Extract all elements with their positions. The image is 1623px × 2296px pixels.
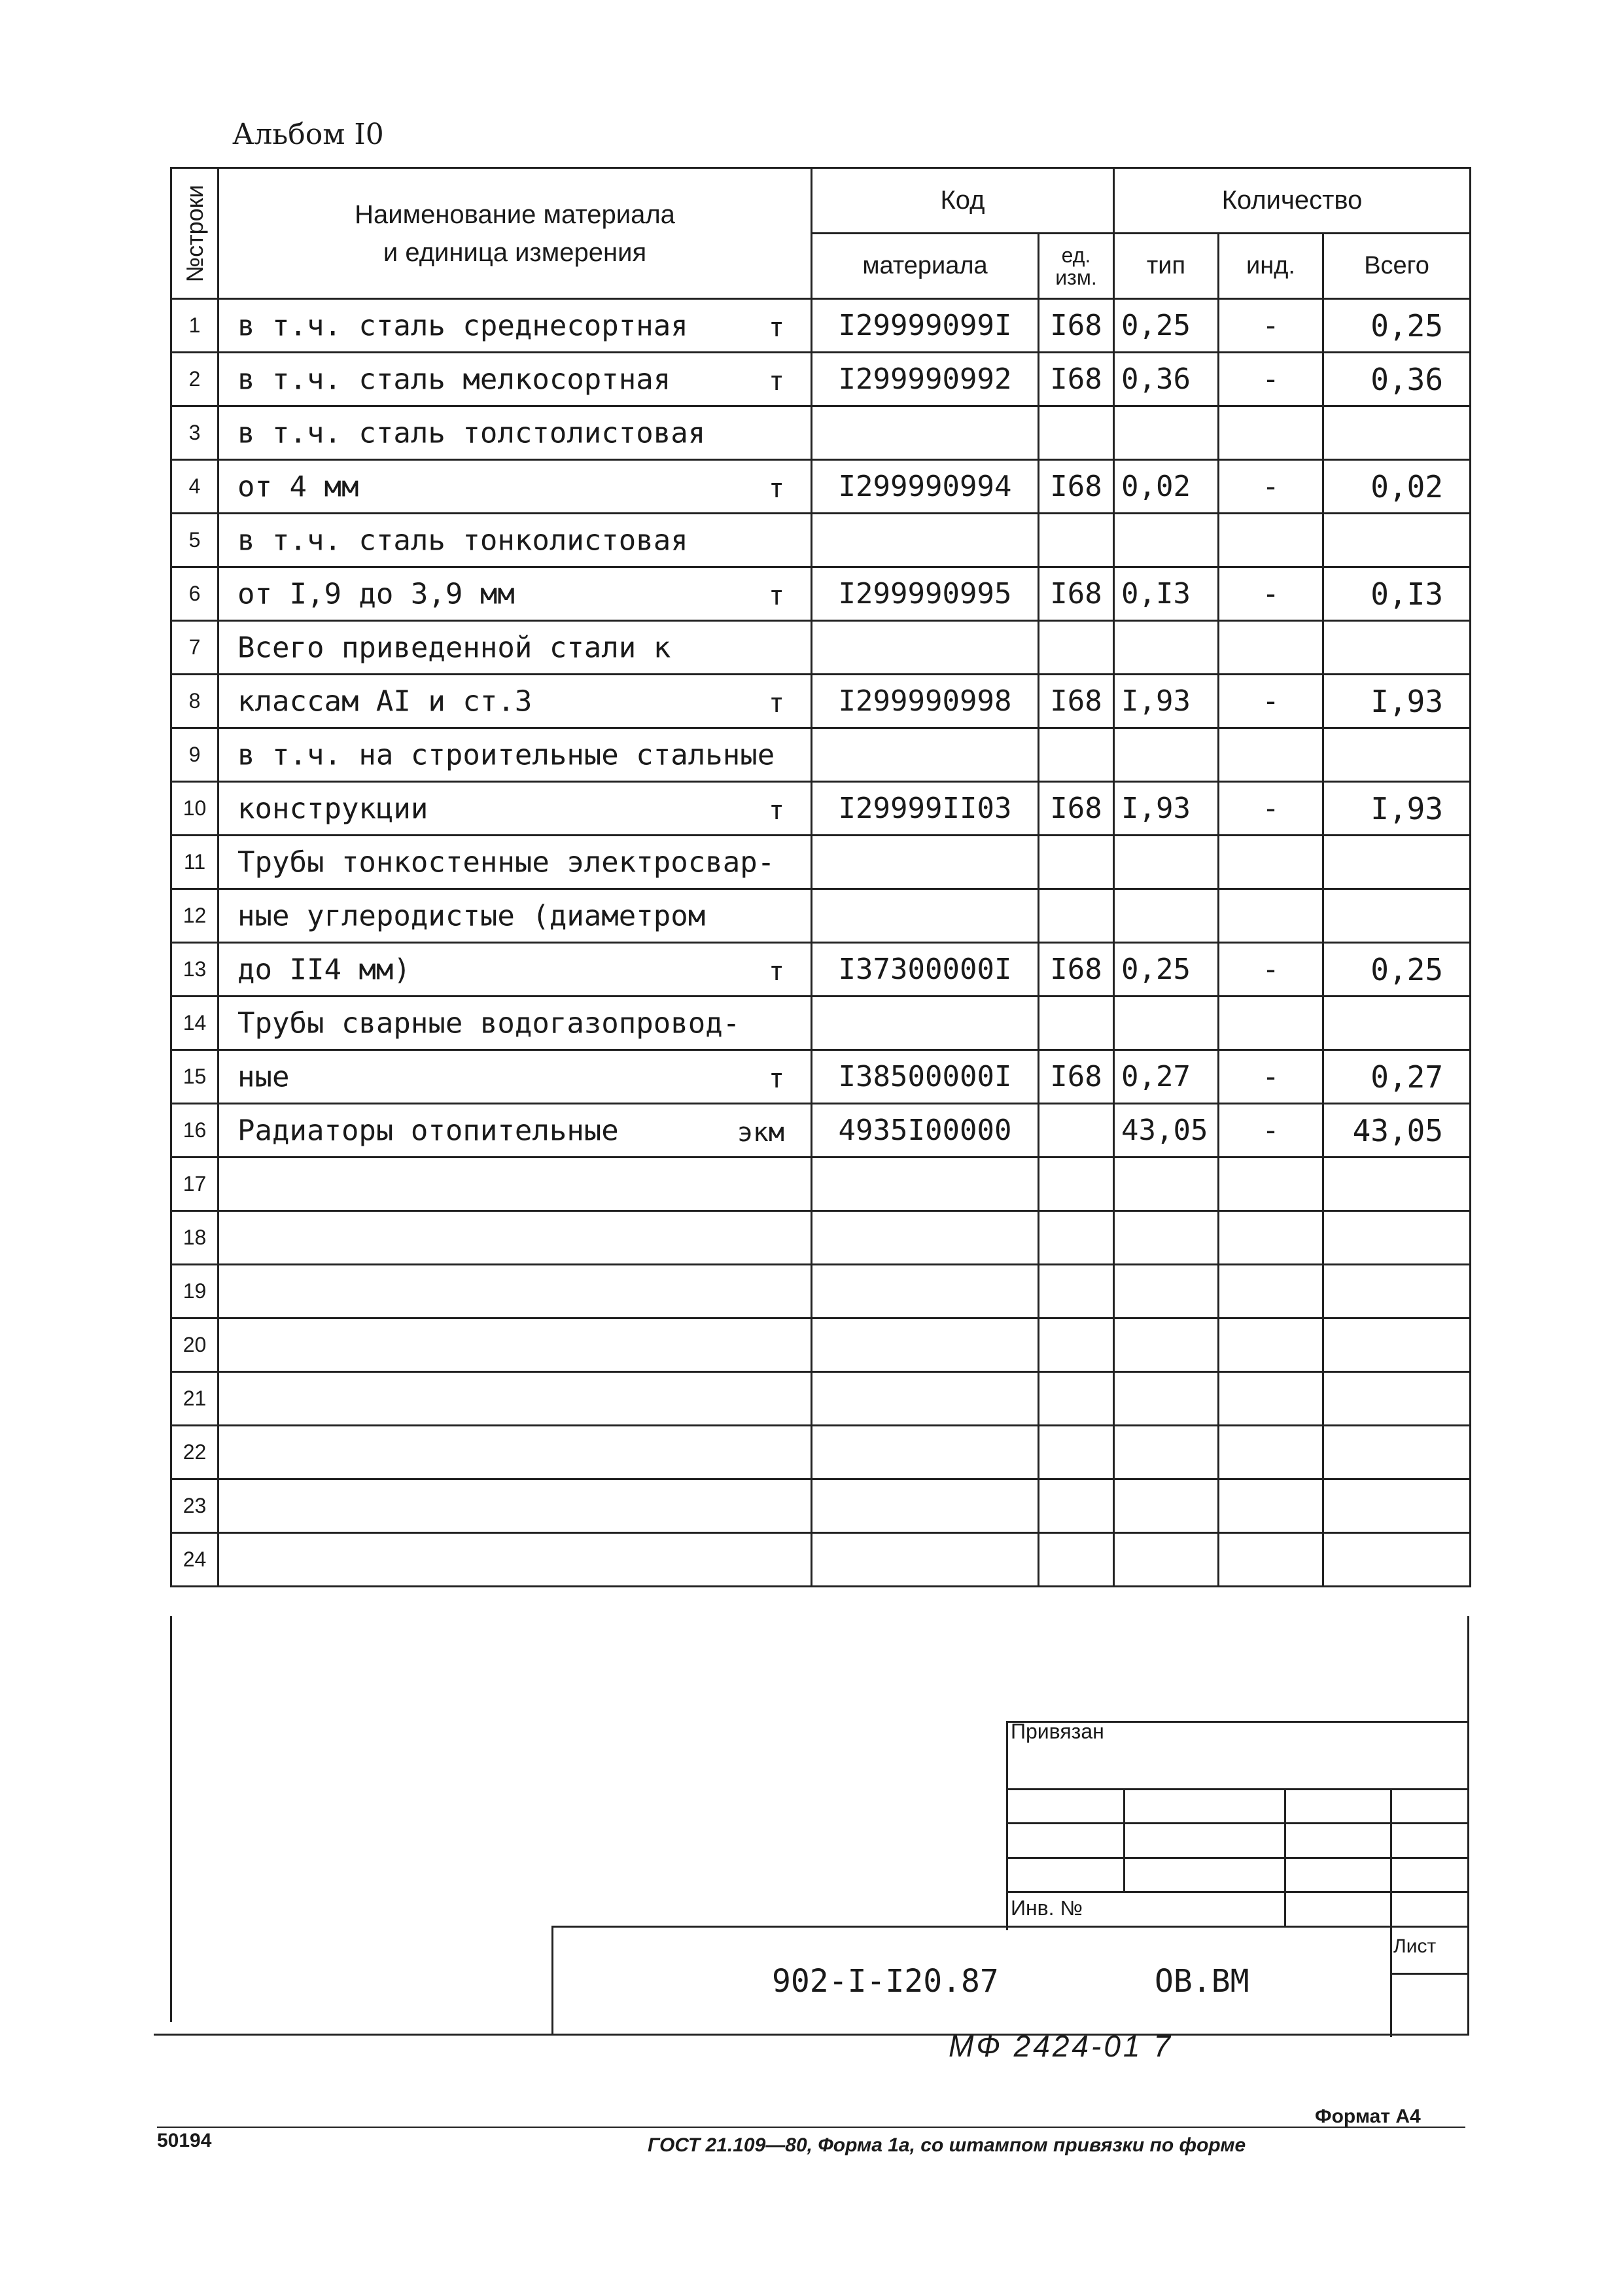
table-row xyxy=(171,567,1471,621)
individual-quantity-cell xyxy=(1219,621,1323,675)
type-quantity-cell: 0,25 xyxy=(1114,943,1219,997)
total-quantity-header: Всего xyxy=(1323,234,1471,299)
title-block-left xyxy=(551,1926,553,2035)
stamp-col-1 xyxy=(1123,1788,1125,1891)
row-number-cell: 13 xyxy=(171,943,218,997)
row-number-cell: 17 xyxy=(171,1157,218,1211)
unit-code-cell: I68 xyxy=(1039,299,1114,353)
row-number-cell: 11 xyxy=(171,836,218,889)
type-quantity-cell: I,93 xyxy=(1114,782,1219,836)
individual-quantity-cell xyxy=(1219,1211,1323,1265)
material-code-cell xyxy=(812,1533,1039,1587)
material-name-text: в т.ч. сталь мелкосортная xyxy=(237,362,671,396)
footer-rule xyxy=(157,2127,1465,2128)
material-name-text: до II4 мм) xyxy=(237,953,411,986)
row-number-cell: 3 xyxy=(171,406,218,460)
total-quantity-cell xyxy=(1323,1318,1471,1372)
material-code-cell xyxy=(812,1211,1039,1265)
material-code-cell xyxy=(812,1426,1039,1479)
material-name-text: в т.ч. сталь тонколистовая xyxy=(237,523,688,557)
material-code-cell xyxy=(812,1479,1039,1533)
individual-quantity-cell: - xyxy=(1219,1104,1323,1157)
total-quantity-cell xyxy=(1323,1426,1471,1479)
individual-quantity-cell xyxy=(1219,1157,1323,1211)
material-code-cell: I299990995 xyxy=(812,567,1039,621)
type-quantity-header: тип xyxy=(1114,234,1219,299)
table-row xyxy=(171,1426,1471,1479)
table-row xyxy=(171,889,1471,943)
table-row xyxy=(171,1104,1471,1157)
table-row xyxy=(171,1265,1471,1318)
individual-quantity-cell: - xyxy=(1219,675,1323,728)
material-name-text: Всего приведенной стали к xyxy=(237,631,671,664)
material-name-cell xyxy=(218,1426,812,1479)
material-code-cell: 4935I00000 xyxy=(812,1104,1039,1157)
individual-quantity-cell xyxy=(1219,1372,1323,1426)
material-name-text: в т.ч. сталь толстолистовая xyxy=(237,416,706,450)
type-quantity-cell xyxy=(1114,1265,1219,1318)
total-quantity-cell xyxy=(1323,1533,1471,1587)
table-row xyxy=(171,1318,1471,1372)
type-quantity-cell: 0,36 xyxy=(1114,353,1219,406)
material-code-cell: I29999099I xyxy=(812,299,1039,353)
table-row xyxy=(171,621,1471,675)
unit-code-cell xyxy=(1039,1104,1114,1157)
type-quantity-cell xyxy=(1114,621,1219,675)
code-group-header: Код xyxy=(812,168,1114,234)
table-row xyxy=(171,406,1471,460)
unit-text: т xyxy=(768,581,784,612)
row-number-cell: 16 xyxy=(171,1104,218,1157)
material-name-text: в т.ч. сталь среднесортная xyxy=(237,309,688,342)
individual-quantity-cell xyxy=(1219,1265,1323,1318)
type-quantity-cell xyxy=(1114,997,1219,1050)
material-name-cell xyxy=(218,782,812,836)
individual-quantity-cell: - xyxy=(1219,782,1323,836)
type-quantity-cell xyxy=(1114,1372,1219,1426)
material-code-cell: I299990992 xyxy=(812,353,1039,406)
unit-code-cell xyxy=(1039,1265,1114,1318)
unit-code-cell xyxy=(1039,997,1114,1050)
table-row xyxy=(171,943,1471,997)
unit-text: т xyxy=(768,474,784,504)
row-number-cell: 24 xyxy=(171,1533,218,1587)
table-row xyxy=(171,353,1471,406)
material-name-text: классам AI и ст.3 xyxy=(237,684,532,718)
material-name-text: ные xyxy=(237,1060,290,1093)
total-quantity-cell xyxy=(1323,406,1471,460)
unit-code-cell: I68 xyxy=(1039,782,1114,836)
table-row xyxy=(171,460,1471,514)
material-name-text: от I,9 до 3,9 мм xyxy=(237,577,515,610)
unit-code-cell xyxy=(1039,1372,1114,1426)
material-name-text: Радиаторы отопительные xyxy=(237,1114,619,1147)
material-name-cell xyxy=(218,1372,812,1426)
inventory-label: Инв. № xyxy=(1011,1896,1083,1920)
handwritten-note: МФ 2424-01 7 xyxy=(949,2029,1173,2063)
unit-code-cell xyxy=(1039,728,1114,782)
material-name-header-line2: и единица измерения xyxy=(383,238,647,267)
table-row xyxy=(171,782,1471,836)
table-row xyxy=(171,1533,1471,1587)
row-number-cell: 19 xyxy=(171,1265,218,1318)
document-mark: ОВ.ВМ xyxy=(1155,1963,1249,2000)
unit-code-cell xyxy=(1039,514,1114,567)
material-name-text: Трубы тонкостенные электросвар- xyxy=(237,845,775,879)
stamp-row-3 xyxy=(1006,1857,1469,1859)
row-number-cell: 22 xyxy=(171,1426,218,1479)
material-name-text: в т.ч. на строительные стальные xyxy=(237,738,775,771)
unit-code-cell: I68 xyxy=(1039,675,1114,728)
type-quantity-cell xyxy=(1114,889,1219,943)
total-quantity-cell xyxy=(1323,836,1471,889)
material-name-cell xyxy=(218,1479,812,1533)
unit-code-cell: I68 xyxy=(1039,1050,1114,1104)
total-quantity-cell xyxy=(1323,728,1471,782)
material-code-cell: I38500000I xyxy=(812,1050,1039,1104)
stamp-col-2 xyxy=(1284,1788,1286,1926)
quantity-group-header: Количество xyxy=(1114,168,1471,234)
material-code-cell xyxy=(812,514,1039,567)
row-number-cell: 7 xyxy=(171,621,218,675)
title-block-bottom xyxy=(154,2034,1469,2036)
unit-code-cell xyxy=(1039,1533,1114,1587)
material-name-cell xyxy=(218,943,812,997)
unit-code-cell: I68 xyxy=(1039,567,1114,621)
material-name-cell xyxy=(218,889,812,943)
individual-quantity-cell xyxy=(1219,1533,1323,1587)
row-number-cell: 2 xyxy=(171,353,218,406)
individual-quantity-cell xyxy=(1219,406,1323,460)
row-number-cell: 8 xyxy=(171,675,218,728)
individual-quantity-cell xyxy=(1219,728,1323,782)
material-name-cell xyxy=(218,621,812,675)
material-name-cell xyxy=(218,728,812,782)
total-quantity-cell xyxy=(1323,1479,1471,1533)
material-name-cell xyxy=(218,567,812,621)
material-name-text: Трубы сварные водогазопровод- xyxy=(237,1006,741,1040)
unit-code-cell xyxy=(1039,1157,1114,1211)
type-quantity-cell: 0,I3 xyxy=(1114,567,1219,621)
unit-text: т xyxy=(768,957,784,987)
individual-quantity-cell xyxy=(1219,997,1323,1050)
unit-code-cell xyxy=(1039,1318,1114,1372)
type-quantity-cell xyxy=(1114,1533,1219,1587)
total-quantity-cell: 0,36 xyxy=(1323,353,1471,406)
individual-quantity-header: инд. xyxy=(1219,234,1323,299)
material-code-cell: I299990994 xyxy=(812,460,1039,514)
material-code-cell xyxy=(812,621,1039,675)
row-number-cell: 12 xyxy=(171,889,218,943)
total-quantity-cell: 0,02 xyxy=(1323,460,1471,514)
material-code-cell xyxy=(812,728,1039,782)
table-row xyxy=(171,836,1471,889)
row-number-header: №строки xyxy=(171,168,218,299)
material-code-header: материала xyxy=(812,234,1039,299)
row-number-cell: 20 xyxy=(171,1318,218,1372)
unit-code-header: ед. изм. xyxy=(1039,234,1114,299)
material-name-header xyxy=(218,168,812,299)
table-row xyxy=(171,1479,1471,1533)
bottom-frame-left xyxy=(170,1616,172,2022)
gost-label: ГОСТ 21.109—80, Форма 1а, со штампом привязки по форме xyxy=(648,2134,1246,2156)
stamp-row-2 xyxy=(1006,1822,1469,1824)
row-number-cell: 10 xyxy=(171,782,218,836)
unit-text: т xyxy=(768,688,784,719)
total-quantity-cell xyxy=(1323,1265,1471,1318)
type-quantity-cell: 0,27 xyxy=(1114,1050,1219,1104)
materials-table xyxy=(170,167,1471,1587)
material-name-cell xyxy=(218,1265,812,1318)
material-name-text: ные углеродистые (диаметром xyxy=(237,899,706,932)
table-row xyxy=(171,675,1471,728)
format-label: Формат А4 xyxy=(1315,2106,1421,2127)
individual-quantity-cell: - xyxy=(1219,460,1323,514)
row-number-cell: 18 xyxy=(171,1211,218,1265)
material-name-cell xyxy=(218,1211,812,1265)
total-quantity-cell xyxy=(1323,514,1471,567)
unit-text: т xyxy=(768,796,784,826)
individual-quantity-cell: - xyxy=(1219,567,1323,621)
total-quantity-cell: 0,I3 xyxy=(1323,567,1471,621)
material-code-cell xyxy=(812,997,1039,1050)
total-quantity-cell: I,93 xyxy=(1323,675,1471,728)
material-name-cell xyxy=(218,1318,812,1372)
individual-quantity-cell xyxy=(1219,836,1323,889)
material-name-cell xyxy=(218,460,812,514)
material-name-cell xyxy=(218,997,812,1050)
table-row xyxy=(171,299,1471,353)
table-row xyxy=(171,1157,1471,1211)
individual-quantity-cell: - xyxy=(1219,299,1323,353)
material-name-cell xyxy=(218,675,812,728)
material-name-cell xyxy=(218,1157,812,1211)
type-quantity-cell xyxy=(1114,1426,1219,1479)
total-quantity-cell: I,93 xyxy=(1323,782,1471,836)
type-quantity-cell xyxy=(1114,406,1219,460)
material-name-cell xyxy=(218,406,812,460)
unit-code-cell xyxy=(1039,406,1114,460)
table-row xyxy=(171,514,1471,567)
type-quantity-cell: 0,25 xyxy=(1114,299,1219,353)
row-number-cell: 1 xyxy=(171,299,218,353)
individual-quantity-cell xyxy=(1219,1479,1323,1533)
unit-code-cell: I68 xyxy=(1039,353,1114,406)
total-quantity-cell: 0,27 xyxy=(1323,1050,1471,1104)
bottom-frame-right xyxy=(1467,1616,1469,2035)
unit-text: т xyxy=(768,313,784,344)
unit-code-cell xyxy=(1039,621,1114,675)
unit-text: экм xyxy=(737,1118,784,1148)
total-quantity-cell xyxy=(1323,997,1471,1050)
total-quantity-cell xyxy=(1323,1157,1471,1211)
table-row xyxy=(171,1372,1471,1426)
row-number-cell: 14 xyxy=(171,997,218,1050)
table-row xyxy=(171,1050,1471,1104)
stamp-col-3 xyxy=(1390,1788,1392,2037)
material-code-cell xyxy=(812,1265,1039,1318)
row-number-cell: 15 xyxy=(171,1050,218,1104)
total-quantity-cell: 0,25 xyxy=(1323,943,1471,997)
row-number-cell: 21 xyxy=(171,1372,218,1426)
table-row xyxy=(171,728,1471,782)
type-quantity-cell xyxy=(1114,1318,1219,1372)
sheet-label: Лист xyxy=(1393,1935,1437,1957)
unit-code-cell xyxy=(1039,1426,1114,1479)
individual-quantity-cell xyxy=(1219,514,1323,567)
material-code-cell xyxy=(812,889,1039,943)
material-code-cell xyxy=(812,836,1039,889)
row-number-cell: 9 xyxy=(171,728,218,782)
total-quantity-cell xyxy=(1323,1372,1471,1426)
unit-text: т xyxy=(768,366,784,397)
type-quantity-cell xyxy=(1114,1157,1219,1211)
type-quantity-cell xyxy=(1114,1211,1219,1265)
type-quantity-cell xyxy=(1114,514,1219,567)
material-name-cell xyxy=(218,299,812,353)
type-quantity-cell: 43,05 xyxy=(1114,1104,1219,1157)
document-number: 50194 xyxy=(157,2130,212,2151)
unit-code-cell xyxy=(1039,836,1114,889)
row-number-cell: 6 xyxy=(171,567,218,621)
stamp-outer-left xyxy=(1006,1721,1008,1930)
individual-quantity-cell: - xyxy=(1219,1050,1323,1104)
album-label: Альбом I0 xyxy=(232,118,384,151)
material-name-cell xyxy=(218,1533,812,1587)
row-number-cell: 23 xyxy=(171,1479,218,1533)
binding-label: Привязан xyxy=(1011,1720,1104,1743)
type-quantity-cell xyxy=(1114,1479,1219,1533)
individual-quantity-cell: - xyxy=(1219,353,1323,406)
material-name-header-line1: Наименование материала xyxy=(355,200,675,229)
row-number-cell: 5 xyxy=(171,514,218,567)
type-quantity-cell xyxy=(1114,836,1219,889)
material-code-cell xyxy=(812,1157,1039,1211)
material-name-cell xyxy=(218,836,812,889)
unit-code-cell: I68 xyxy=(1039,460,1114,514)
material-name-cell xyxy=(218,353,812,406)
row-number-cell: 4 xyxy=(171,460,218,514)
material-code-cell xyxy=(812,1372,1039,1426)
individual-quantity-cell: - xyxy=(1219,943,1323,997)
individual-quantity-cell xyxy=(1219,889,1323,943)
total-quantity-cell: 0,25 xyxy=(1323,299,1471,353)
material-name-text: конструкции xyxy=(237,792,428,825)
material-code-cell xyxy=(812,1318,1039,1372)
unit-text: т xyxy=(768,1064,784,1095)
total-quantity-cell xyxy=(1323,889,1471,943)
material-code-cell: I29999II03 xyxy=(812,782,1039,836)
material-name-cell xyxy=(218,1050,812,1104)
material-name-cell xyxy=(218,1104,812,1157)
material-code-cell: I299990998 xyxy=(812,675,1039,728)
material-code-cell xyxy=(812,406,1039,460)
unit-code-cell xyxy=(1039,1211,1114,1265)
type-quantity-cell: 0,02 xyxy=(1114,460,1219,514)
unit-code-cell: I68 xyxy=(1039,943,1114,997)
unit-code-cell xyxy=(1039,1479,1114,1533)
type-quantity-cell xyxy=(1114,728,1219,782)
material-name-text: от 4 мм xyxy=(237,470,359,503)
document-code: 902-I-I20.87 xyxy=(772,1963,999,2000)
individual-quantity-cell xyxy=(1219,1318,1323,1372)
total-quantity-cell xyxy=(1323,621,1471,675)
title-block-top xyxy=(551,1926,1469,1928)
material-code-cell: I37300000I xyxy=(812,943,1039,997)
individual-quantity-cell xyxy=(1219,1426,1323,1479)
stamp-row-4 xyxy=(1006,1891,1469,1893)
material-name-cell xyxy=(218,514,812,567)
table-row xyxy=(171,997,1471,1050)
total-quantity-cell: 43,05 xyxy=(1323,1104,1471,1157)
total-quantity-cell xyxy=(1323,1211,1471,1265)
stamp-row-1 xyxy=(1006,1788,1469,1790)
table-row xyxy=(171,1211,1471,1265)
sheet-cell-divider xyxy=(1390,1973,1469,1975)
unit-code-cell xyxy=(1039,889,1114,943)
type-quantity-cell: I,93 xyxy=(1114,675,1219,728)
